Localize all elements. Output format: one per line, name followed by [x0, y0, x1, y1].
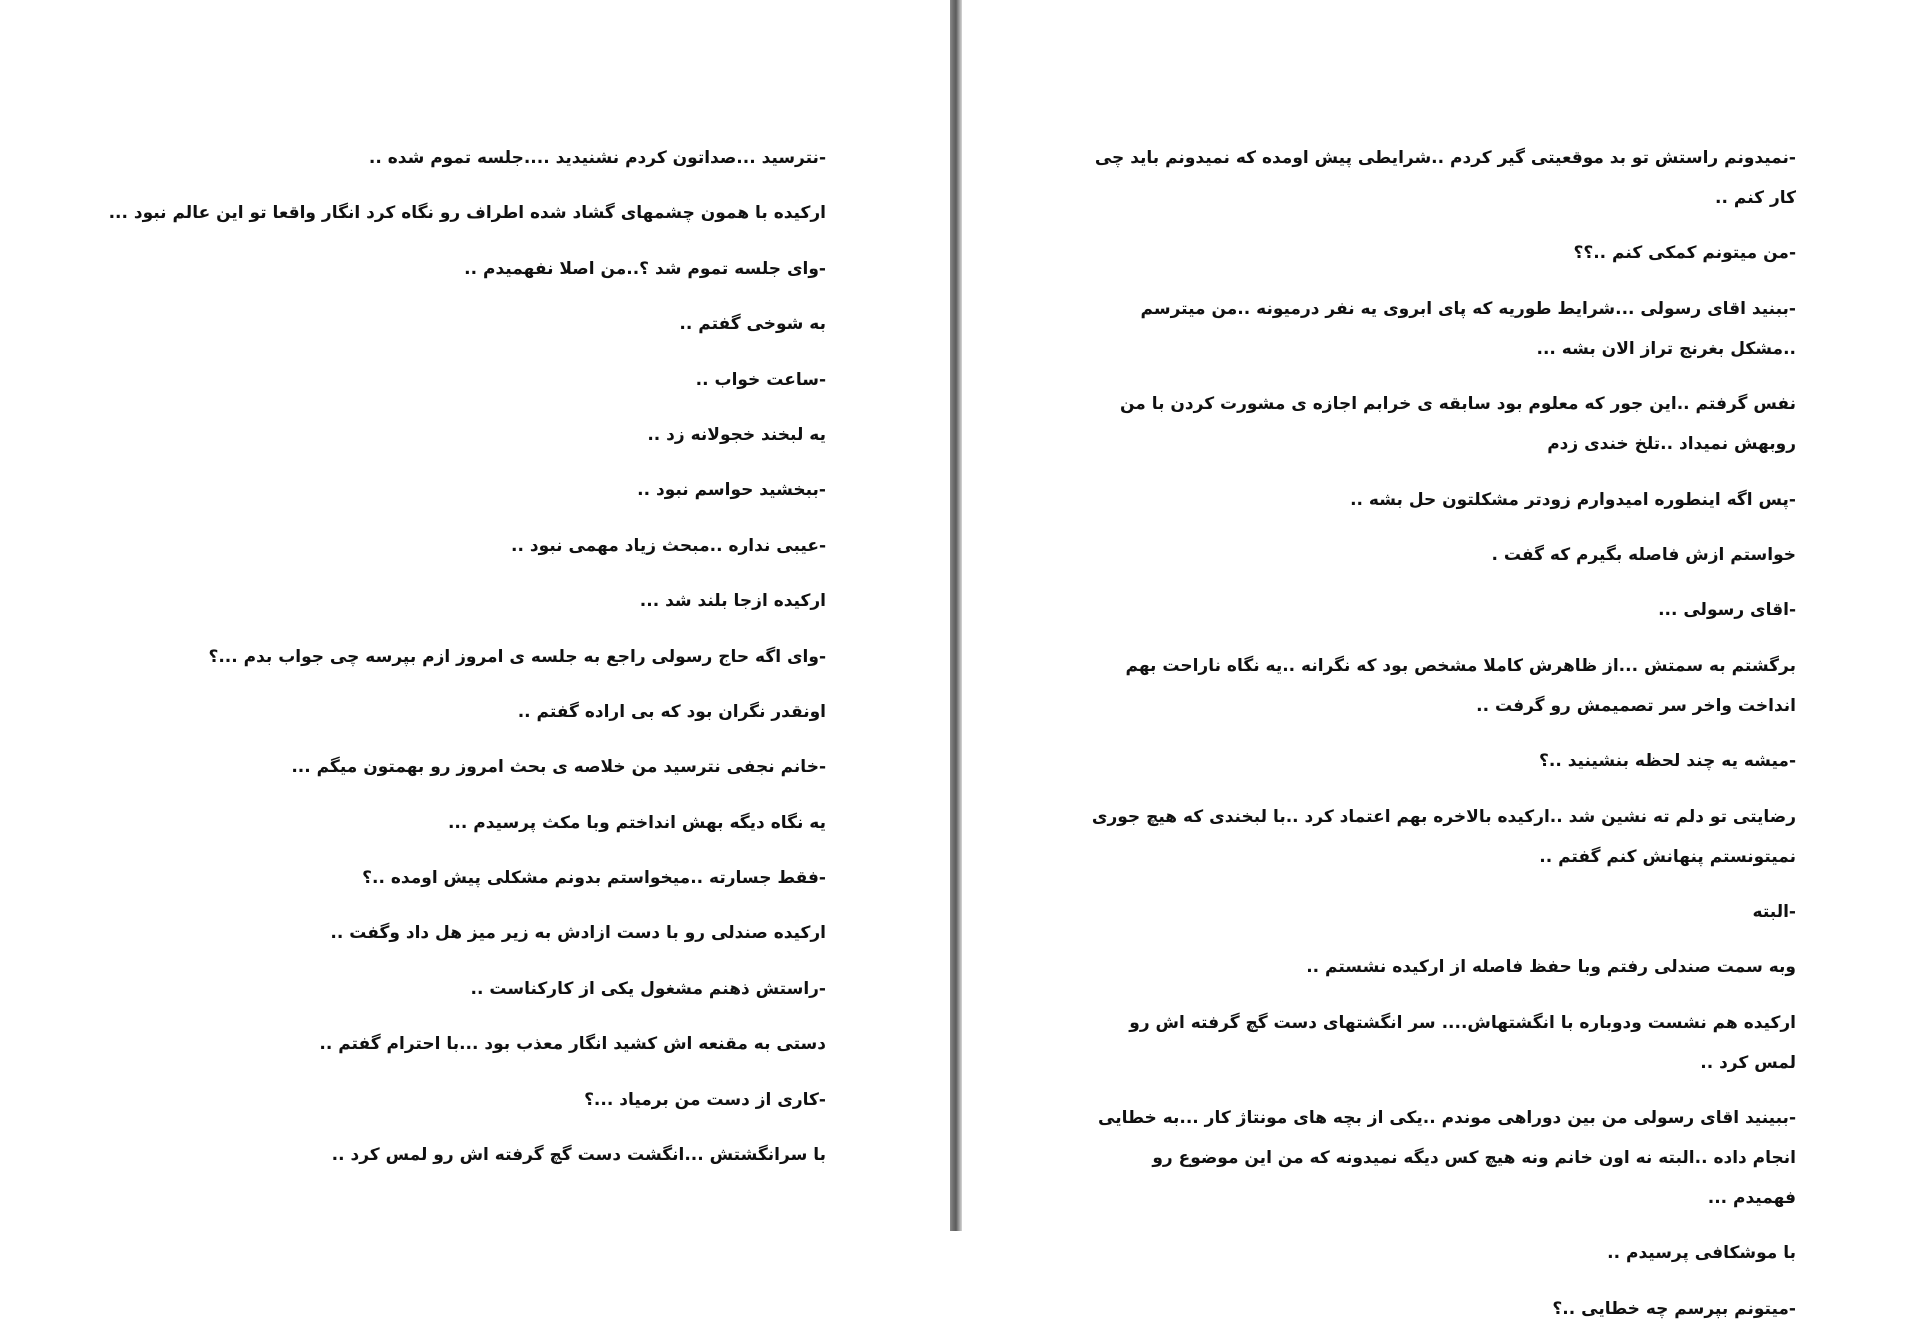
paragraph: برگشتم به سمتش ...از ظاهرش کاملا مشخص بود که نگرانه ..یه نگاه ناراحت بهم انداخت واخر سر تصمیمش رو گرفت ..: [1125, 655, 1796, 716]
paragraph: به شوخی گفتم ..: [679, 314, 826, 335]
paragraph: ارکیده هم نشست ودوباره با انگشتهاش.... سر انگشتهای دست گچ گرفته اش رو لمس کرد ..: [1129, 1012, 1796, 1073]
paragraph: رضایتی تو دلم ته نشین شد ..ارکیده بالاخره بهم اعتماد کرد ..با لبخندی که هیچ جوری نمیتونستم پنهانش کنم گفتم ..: [1091, 806, 1796, 867]
paragraph: دستی به مقنعه اش کشید انگار معذب بود ...با احترام گفتم ..: [319, 1034, 826, 1055]
paragraph: یه لبخند خجولانه زد ..: [647, 424, 826, 445]
paragraph: -ببخشید حواسم نبود ..: [637, 480, 826, 501]
paragraph: -وای جلسه تموم شد ؟..من اصلا نفهمیدم ..: [464, 258, 826, 279]
page-gutter: [950, 0, 962, 1231]
paragraph: -وای اگه حاج رسولی راجع به جلسه ی امروز ازم بپرسه چی جواب بدم ...؟: [208, 646, 826, 667]
paragraph: با سرانگشتش ...انگشت دست گچ گرفته اش رو لمس کرد ..: [331, 1145, 826, 1166]
paragraph: -ساعت خواب ..: [695, 369, 826, 390]
paragraph: -پس اگه اینطوره امیدوارم زودتر مشکلتون حل بشه ..: [1350, 489, 1796, 510]
page-right: [962, 0, 1918, 1319]
paragraph: ارکیده با همون چشمهای گشاد شده اطراف رو نگاه کرد انگار واقعا تو این عالم نبود ...: [108, 203, 826, 224]
paragraph: -راستش ذهنم مشغول یکی از کارکناست ..: [470, 978, 826, 999]
paragraph: -خانم نجفی نترسید من خلاصه ی بحث امروز رو بهمتون میگم ...: [291, 757, 826, 778]
paragraph: -فقط جسارته ..میخواستم بدونم مشکلی پیش اومده ..؟: [362, 868, 826, 889]
paragraph: -عیبی نداره ..مبحث زیاد مهمی نبود ..: [511, 535, 826, 556]
paragraph: ارکیده صندلی رو با دست ازادش به زیر میز هل داد وگفت ..: [330, 923, 826, 944]
paragraph: وبه سمت صندلی رفتم وبا حفظ فاصله از ارکیده نشستم ..: [1306, 957, 1796, 978]
paragraph: نفس گرفتم ..این جور که معلوم بود سابقه ی خرابم اجازه ی مشورت کردن با من روبهش نمیداد ..تلخ خندی زدم: [1119, 394, 1796, 455]
page-left-text: [86, 138, 826, 1190]
paragraph: -من میتونم کمکی کنم ..؟؟: [1573, 243, 1796, 264]
paragraph: -میشه یه چند لحظه بنشینید ..؟: [1539, 751, 1796, 772]
paragraph: -ببنید اقای رسولی ...شرایط طوریه که پای ابروی یه نفر درمیونه ..من میترسم ..مشکل بغرنج تراز الان بشه ...: [1140, 298, 1796, 359]
page-left: [0, 0, 950, 1231]
paragraph: -نمیدونم راستش تو بد موقعیتی گیر کردم ..شرایطی پیش اومده که نمیدونم باید چی کار کنم ..: [1094, 148, 1796, 208]
paragraph: -میتونم بپرسم چه خطایی ..؟: [1552, 1298, 1796, 1319]
paragraph: -نترسید ...صداتون کردم نشنیدید ....جلسه تموم شده ..: [368, 148, 826, 168]
paragraph: اونقدر نگران بود که بی اراده گفتم ..: [517, 701, 826, 722]
paragraph: -البته: [1752, 901, 1796, 922]
paragraph: -کاری از دست من برمیاد ...؟: [584, 1089, 826, 1110]
paragraph: -ببینید اقای رسولی من بین دوراهی موندم ..یکی از بچه های مونتاژ کار ...به خطایی انجام داده ..البته نه اون خانم ونه هیچ کس دیگه نمیدونه که من این موضوع رو فهمیدم ...: [1098, 1108, 1796, 1209]
page-right-text: [1086, 138, 1796, 1344]
paragraph: خواستم ازش فاصله بگیرم که گفت .: [1491, 544, 1796, 565]
paragraph: با موشکافی پرسیدم ..: [1607, 1243, 1796, 1264]
paragraph: -اقای رسولی ...: [1658, 600, 1796, 621]
paragraph: ارکیده ازجا بلند شد ...: [639, 591, 826, 612]
paragraph: یه نگاه دیگه بهش انداختم وبا مکث پرسیدم ...: [447, 812, 826, 833]
